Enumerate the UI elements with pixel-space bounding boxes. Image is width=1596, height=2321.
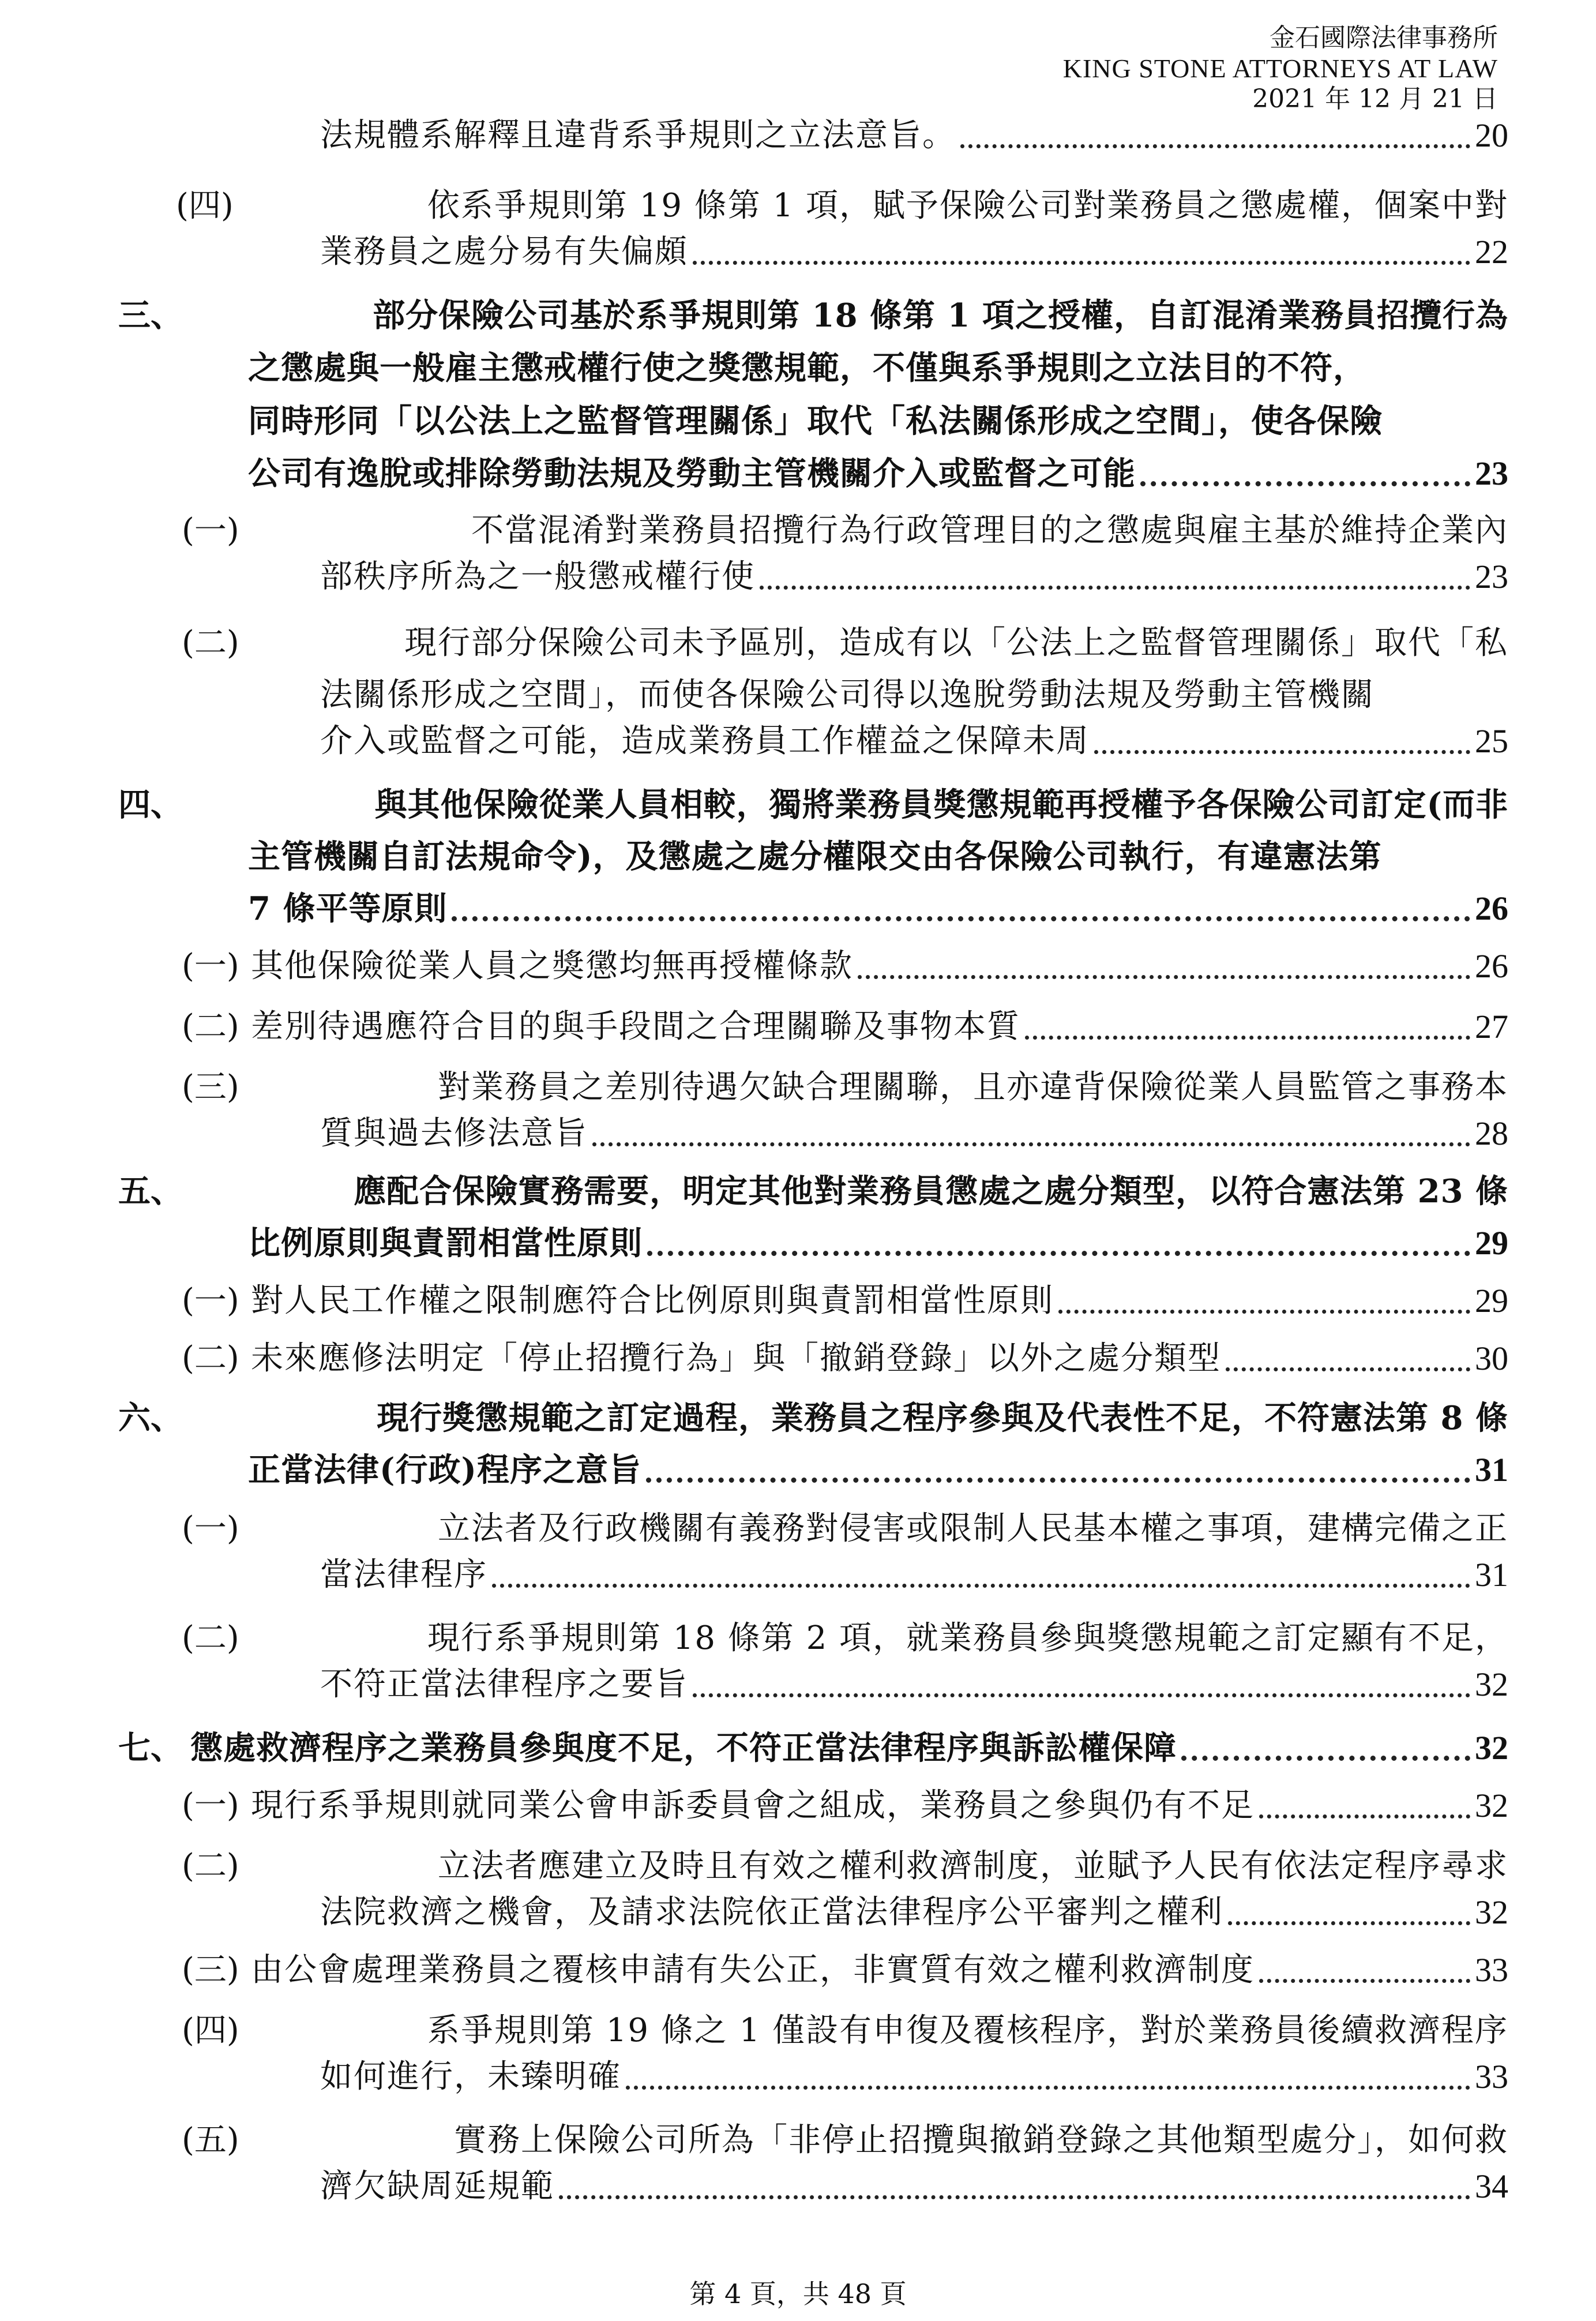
toc-page-number: 33 xyxy=(1475,2058,1508,2095)
toc-entry-text: 現行獎懲規範之訂定過程，業務員之程序參與及代表性不足，不符憲法第 8 條 xyxy=(377,1399,1508,1437)
toc-entry-number: (二) xyxy=(182,1847,239,1885)
toc-page-number: 31 xyxy=(1475,1451,1508,1488)
toc-heading-line xyxy=(248,398,1508,444)
toc-entry-line xyxy=(182,1278,1508,1324)
toc-page-number: 27 xyxy=(1475,1008,1508,1045)
toc-heading-line xyxy=(248,1447,1508,1493)
toc-entry-text: 濟欠缺周延規範 xyxy=(320,2168,554,2205)
toc-heading-line xyxy=(248,834,1508,880)
toc-entry-text: 業務員之處分易有失偏頗 xyxy=(320,233,688,271)
dot-leader xyxy=(559,2195,1470,2199)
toc-entry-text: 對業務員之差別待遇欠缺合理關聯，且亦違背保險從業人員監管之事務本 xyxy=(438,1068,1508,1106)
toc-entry-text: 主管機關自訂法規命令)，及懲處之處分權限交由各保險公司執行，有違憲法第 xyxy=(248,838,1382,876)
dot-leader xyxy=(1058,1310,1470,1314)
dot-leader xyxy=(1226,1367,1470,1371)
toc-heading-line xyxy=(118,293,1508,339)
toc-entry-number: 四、 xyxy=(118,786,183,824)
toc-entry-text: 對人民工作權之限制應符合比例原則與責罰相當性原則 xyxy=(251,1282,1054,1319)
toc-entry-line xyxy=(182,508,1508,554)
toc-page-number: 23 xyxy=(1475,558,1508,595)
dot-leader xyxy=(693,1693,1470,1697)
toc-entry-line xyxy=(182,943,1508,989)
dot-leader xyxy=(760,586,1470,590)
toc-entry-line xyxy=(182,1947,1508,1993)
toc-heading-line xyxy=(248,345,1508,391)
toc-entry-number: (一) xyxy=(182,512,239,549)
toc-entry-text: 部分保險公司基於系爭規則第 18 條第 1 項之授權，自訂混淆業務員招攬行為 xyxy=(373,297,1508,335)
toc-entry-number: (五) xyxy=(182,2121,239,2159)
toc-page-number: 32 xyxy=(1475,1893,1508,1931)
toc-entry-text: 現行系爭規則就同業公會申訴委員會之組成，業務員之參與仍有不足 xyxy=(251,1787,1255,1824)
toc-entry-line xyxy=(182,1843,1508,1889)
toc-entry-line xyxy=(182,1336,1508,1382)
firm-name-zh: 金石國際法律事務所 xyxy=(1270,23,1498,53)
toc-entry-text: 未來應修法明定「停止招攬行為」與「撤銷登錄」以外之處分類型 xyxy=(251,1340,1221,1377)
toc-entry-number: (四) xyxy=(176,187,234,224)
dot-leader xyxy=(858,975,1470,979)
toc-entry-text: 質與過去修法意旨 xyxy=(320,1115,588,1152)
toc-heading-line xyxy=(118,1725,1508,1771)
toc-entry-line xyxy=(320,113,1508,159)
dot-leader xyxy=(1140,481,1470,486)
toc-page-number: 26 xyxy=(1475,947,1508,985)
dot-leader xyxy=(1228,1921,1470,1925)
toc-entry-text: 不當混淆對業務員招攬行為行政管理目的之懲處與雇主基於維持企業內 xyxy=(471,512,1508,549)
toc-entry-number: 六、 xyxy=(118,1399,183,1437)
firm-header xyxy=(1063,23,1498,114)
toc-heading-line xyxy=(248,886,1508,932)
toc-entry-number: (二) xyxy=(182,1619,239,1657)
toc-entry-text: 懲處救濟程序之業務員參與度不足，不符正當法律程序與訴訟權保障 xyxy=(190,1729,1177,1767)
toc-entry-number: (二) xyxy=(182,1008,239,1045)
toc-page-number: 29 xyxy=(1475,1282,1508,1319)
toc-entry-text: 法規體系解釋且違背系爭規則之立法意旨。 xyxy=(320,117,956,154)
toc-heading-line xyxy=(118,782,1508,828)
toc-page-number: 23 xyxy=(1475,455,1508,492)
toc-entry-number: (三) xyxy=(182,1951,239,1989)
toc-entry-text: 法關係形成之空間」，而使各保險公司得以逸脫勞動法規及勞動主管機關 xyxy=(320,676,1375,714)
toc-heading-line xyxy=(248,1220,1508,1266)
toc-page-number: 30 xyxy=(1475,1340,1508,1377)
toc-entry-number: 五、 xyxy=(118,1172,183,1210)
toc-entry-number: (二) xyxy=(182,624,239,662)
toc-entry-line xyxy=(182,1615,1508,1662)
toc-entry-text: 介入或監督之可能，造成業務員工作權益之保障未周 xyxy=(320,722,1090,760)
dot-leader xyxy=(1259,1979,1470,1983)
toc-entry-text: 部秩序所為之一般懲戒權行使 xyxy=(320,558,755,595)
toc-entry-number: 七、 xyxy=(118,1729,183,1767)
dot-leader xyxy=(693,261,1470,265)
toc-page-number: 31 xyxy=(1475,1556,1508,1593)
toc-entry-line xyxy=(320,1552,1508,1598)
dot-leader xyxy=(1025,1036,1470,1040)
toc-entry-line xyxy=(320,1889,1508,1936)
toc-entry-text: 由公會處理業務員之覆核申請有失公正，非實質有效之權利救濟制度 xyxy=(251,1951,1255,1989)
toc-entry-line xyxy=(320,1662,1508,1708)
toc-entry-text: 依系爭規則第 19 條第 1 項，賦予保險公司對業務員之懲處權，個案中對 xyxy=(427,187,1508,224)
toc-entry-number: (一) xyxy=(182,1282,239,1319)
toc-page-number: 32 xyxy=(1475,1729,1508,1767)
dot-leader xyxy=(452,916,1470,921)
toc-page-number: 25 xyxy=(1475,722,1508,760)
toc-entry-line xyxy=(182,1783,1508,1829)
toc-entry-text: 立法者應建立及時且有效之權利救濟制度，並賦予人民有依法定程序尋求 xyxy=(438,1847,1508,1885)
firm-name-en: KING STONE ATTORNEYS AT LAW xyxy=(1062,53,1498,83)
toc-entry-number: (二) xyxy=(182,1340,239,1377)
toc-heading-line xyxy=(118,1168,1508,1214)
toc-page-number: 29 xyxy=(1475,1224,1508,1262)
toc-entry-line xyxy=(182,2117,1508,2163)
toc-entry-text: 當法律程序 xyxy=(320,1556,487,1593)
toc-entry-text: 其他保險從業人員之獎懲均無再授權條款 xyxy=(251,947,853,985)
dot-leader xyxy=(646,1478,1470,1483)
toc-entry-text: 系爭規則第 19 條之 1 僅設有申復及覆核程序，對於業務員後續救濟程序 xyxy=(427,2012,1508,2049)
toc-page-number: 28 xyxy=(1475,1115,1508,1152)
toc-entry-line xyxy=(320,554,1508,600)
toc-entry-text: 之懲處與一般雇主懲戒權行使之獎懲規範，不僅與系爭規則之立法目的不符， xyxy=(248,349,1366,387)
dot-leader xyxy=(647,1251,1470,1256)
dot-leader xyxy=(1181,1756,1470,1761)
toc-entry-text: 現行部分保險公司未予區別，造成有以「公法上之監督管理關係」取代「私 xyxy=(404,624,1508,662)
toc-entry-line xyxy=(182,2008,1508,2054)
dot-leader xyxy=(592,1142,1470,1146)
toc-heading-line xyxy=(118,1395,1508,1441)
toc-entry-text: 正當法律(行政)程序之意旨 xyxy=(248,1451,641,1489)
toc-page-number: 32 xyxy=(1475,1787,1508,1824)
toc-page-number: 26 xyxy=(1475,890,1508,927)
toc-entry-text: 法院救濟之機會，及請求法院依正當法律程序公平審判之權利 xyxy=(320,1893,1223,1931)
toc-entry-text: 立法者及行政機關有義務對侵害或限制人民基本權之事項，建構完備之正 xyxy=(438,1510,1508,1547)
dot-leader xyxy=(960,144,1470,148)
toc-entry-line xyxy=(176,183,1508,229)
toc-entry-number: (一) xyxy=(182,947,239,985)
toc-entry-text: 公司有逸脫或排除勞動法規及勞動主管機關介入或監督之可能 xyxy=(248,455,1136,493)
toc-page-number: 33 xyxy=(1475,1951,1508,1989)
toc-entry-text: 應配合保險實務需要，明定其他對業務員懲處之處分類型，以符合憲法第 23 條 xyxy=(354,1172,1508,1210)
toc-entry-line xyxy=(320,1111,1508,1157)
toc-page-number: 22 xyxy=(1475,233,1508,271)
toc-entry-text: 如何進行，未臻明確 xyxy=(320,2058,621,2095)
toc-entry-text: 與其他保險從業人員相較，獨將業務員獎懲規範再授權予各保險公司訂定(而非 xyxy=(374,786,1508,824)
toc-page-number: 20 xyxy=(1475,117,1508,154)
toc-entry-line xyxy=(320,2163,1508,2210)
toc-entry-line xyxy=(182,1004,1508,1050)
toc-entry-number: (四) xyxy=(182,2012,239,2049)
toc-entry-text: 實務上保險公司所為「非停止招攬與撤銷登錄之其他類型處分」，如何救 xyxy=(454,2121,1508,2159)
dot-leader xyxy=(492,1584,1470,1588)
toc-entry-line xyxy=(182,1064,1508,1111)
dot-leader xyxy=(1094,750,1470,754)
toc-page-number: 32 xyxy=(1475,1666,1508,1703)
dot-leader xyxy=(1259,1814,1470,1818)
page-indicator: 第 4 頁，共 48 頁 xyxy=(689,2278,907,2309)
toc-entry-line xyxy=(320,2054,1508,2100)
dot-leader xyxy=(626,2086,1470,2090)
toc-entry-number: (一) xyxy=(182,1510,239,1547)
toc-page-number: 34 xyxy=(1475,2168,1508,2205)
toc-entry-number: 三、 xyxy=(118,297,183,335)
toc-entry-line xyxy=(320,229,1508,275)
document-date: 2021 年 12 月 21 日 xyxy=(1252,84,1498,114)
toc-entry-line xyxy=(320,718,1508,764)
toc-entry-line xyxy=(182,620,1508,666)
toc-entry-number: (一) xyxy=(182,1787,239,1824)
toc-heading-line xyxy=(248,451,1508,497)
toc-entry-text: 7 條平等原則 xyxy=(248,890,448,928)
toc-entry-line xyxy=(320,672,1508,718)
toc-entry-line xyxy=(182,1506,1508,1552)
toc-entry-text: 同時形同「以公法上之監督管理關係」取代「私法關係形成之空間」，使各保險 xyxy=(248,402,1383,440)
toc-entry-text: 現行系爭規則第 18 條第 2 項，就業務員參與獎懲規範之訂定顯有不足， xyxy=(427,1619,1508,1657)
toc-entry-text: 差別待遇應符合目的與手段間之合理關聯及事物本質 xyxy=(251,1008,1020,1045)
toc-entry-text: 不符正當法律程序之要旨 xyxy=(320,1666,688,1703)
toc-entry-text: 比例原則與責罰相當性原則 xyxy=(248,1224,643,1262)
toc-entry-number: (三) xyxy=(182,1068,239,1106)
